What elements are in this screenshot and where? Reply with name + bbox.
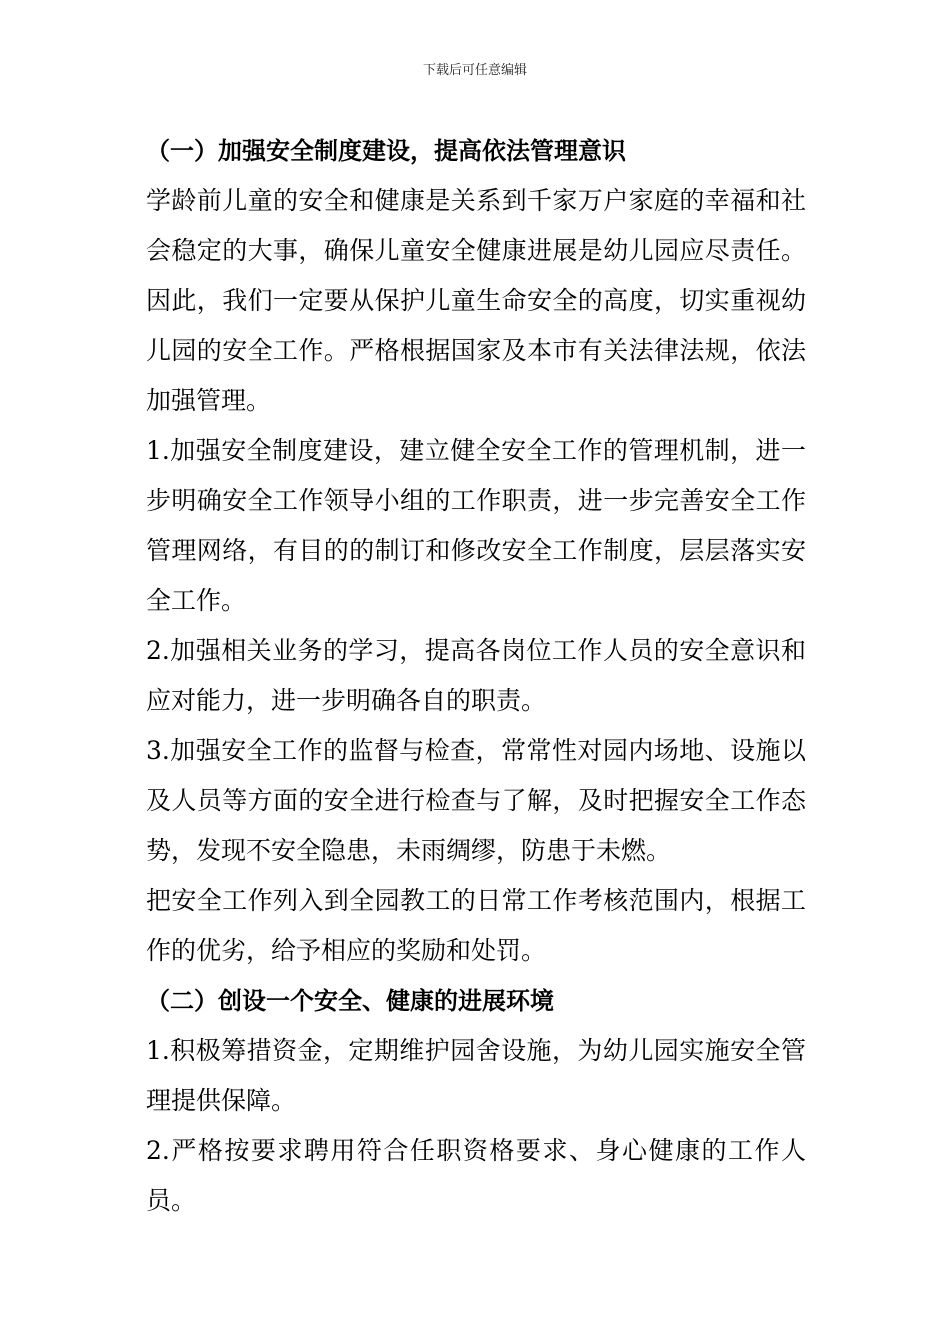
section-heading-1: （一）加强安全制度建设，提高依法管理意识 [146,136,626,165]
paragraph-item-4: 1.积极筹措资金，定期维护园舍设施，为幼儿园实施安全管理提供保障。 [146,1036,806,1115]
document-body [146,126,806,1226]
paragraph-item-2: 2.加强相关业务的学习，提高各岗位工作人员的安全意识和应对能力，进一步明确各自的职责。 [146,636,806,715]
section-heading-2: （二）创设一个安全、健康的进展环境 [146,986,554,1015]
paragraph-item-3: 3.加强安全工作的监督与检查，常常性对园内场地、设施以及人员等方面的安全进行检查与了解，及时把握安全工作态势，发现不安全隐患，未雨绸缪，防患于未燃。 [146,736,806,865]
paragraph-assessment: 把安全工作列入到全园教工的日常工作考核范围内，根据工作的优劣，给予相应的奖励和处罚。 [146,886,806,965]
paragraph-intro: 学龄前儿童的安全和健康是关系到千家万户家庭的幸福和社会稳定的大事，确保儿童安全健康进展是幼儿园应尽责任。因此，我们一定要从保护儿童生命安全的高度，切实重视幼儿园的安全工作。严格根据国家及本市有关法律法规，依法加强管理。 [146,186,806,415]
page-header: 下载后可任意编辑 [422,63,527,78]
paragraph-item-1: 1.加强安全制度建设，建立健全安全工作的管理机制，进一步明确安全工作领导小组的工作职责，进一步完善安全工作管理网络，有目的的制订和修改安全工作制度，层层落实安全工作。 [146,436,806,615]
paragraph-item-5: 2.严格按要求聘用符合任职资格要求、身心健康的工作人员。 [146,1136,806,1215]
